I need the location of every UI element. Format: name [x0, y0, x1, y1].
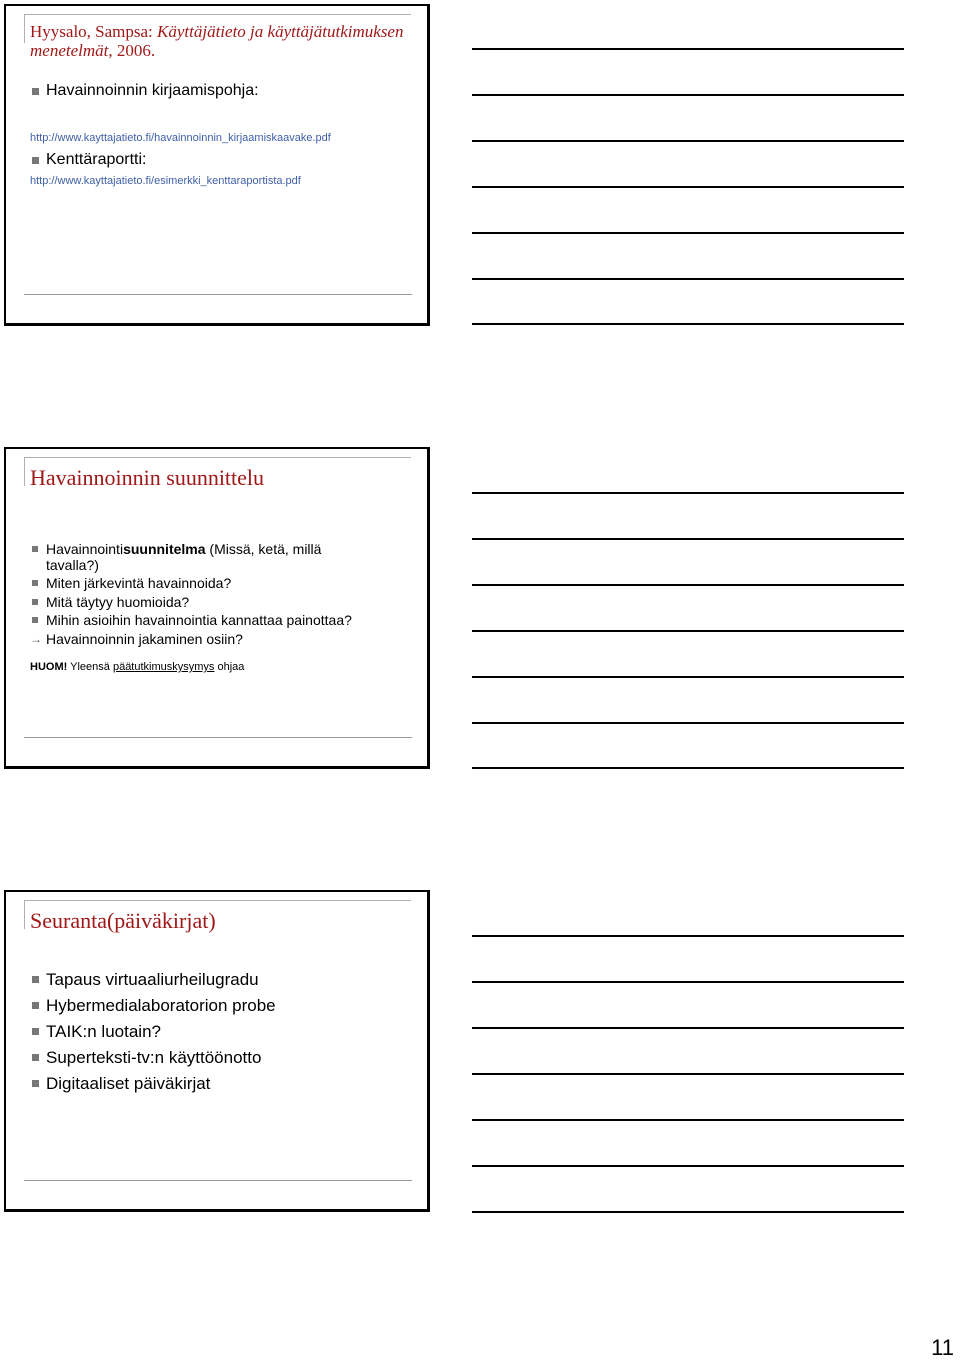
list-item: Mihin asioihin havainnointia kannattaa painottaa?: [46, 612, 352, 628]
square-bullet-icon: [32, 1080, 39, 1087]
note-line: [472, 186, 904, 188]
note-line: [472, 722, 904, 724]
slide-title: Havainnoinnin suunnittelu: [30, 465, 265, 490]
list-item: Superteksti-tv:n käyttöönotto: [46, 1048, 261, 1068]
slide-1: [4, 4, 430, 326]
note-line: [472, 584, 904, 586]
note-line: [472, 1165, 904, 1167]
note-line: [472, 935, 904, 937]
note-line: [472, 1119, 904, 1121]
link-url[interactable]: http://www.kayttajatieto.fi/esimerkki_kenttaraportista.pdf: [30, 175, 301, 187]
square-bullet-icon: [32, 88, 39, 95]
note-line: [472, 981, 904, 983]
note-line: [472, 630, 904, 632]
note-line: [472, 140, 904, 142]
slide-2: [4, 447, 430, 769]
list-item: Hybermedialaboratorion probe: [46, 996, 276, 1016]
square-bullet-icon: [32, 157, 39, 164]
square-bullet-icon: [32, 546, 38, 552]
note-line: [472, 48, 904, 50]
slide-title: Seuranta(päiväkirjat): [30, 908, 216, 933]
list-item: Tapaus virtuaaliurheilugradu: [46, 970, 259, 990]
note-line: [472, 767, 904, 769]
citation-title: Käyttäjätieto ja käyttäjätutkimuksen menetelmät: [30, 22, 404, 60]
note-line: [472, 676, 904, 678]
note-line: [472, 323, 904, 325]
square-bullet-icon: [32, 599, 38, 605]
square-bullet-icon: [32, 1028, 39, 1035]
list-item: Mitä täytyy huomioida?: [46, 594, 189, 610]
note: HUOM! Yleensä päätutkimuskysymys ohjaa: [30, 661, 245, 673]
note-line: [472, 538, 904, 540]
note-line: [472, 1073, 904, 1075]
square-bullet-icon: [32, 1002, 39, 1009]
citation-author: Hyysalo, Sampsa:: [30, 22, 158, 41]
square-bullet-icon: [32, 1054, 39, 1061]
list-item: → Havainnoinnin jakaminen osiin?: [30, 631, 243, 647]
list-item: Digitaaliset päiväkirjat: [46, 1074, 210, 1094]
list-item: Kenttäraportti:: [46, 151, 147, 169]
page-number: 11: [931, 1335, 954, 1360]
citation: [30, 22, 410, 60]
list-item: Havainnointisuunnitelma (Missä, ketä, millä tavalla?): [46, 541, 321, 573]
link-url[interactable]: http://www.kayttajatieto.fi/havainnoinnin_kirjaamiskaavake.pdf: [30, 132, 331, 144]
square-bullet-icon: [32, 580, 38, 586]
square-bullet-icon: [32, 976, 39, 983]
note-line: [472, 492, 904, 494]
footer-rule: [24, 294, 412, 295]
list-item: TAIK:n luotain?: [46, 1022, 161, 1042]
arrow-bullet-icon: →: [30, 632, 42, 646]
list-item: Havainnoinnin kirjaamispohja:: [46, 82, 259, 100]
note-line: [472, 278, 904, 280]
note-line: [472, 1211, 904, 1213]
footer-rule: [24, 737, 412, 738]
citation-year: , 2006.: [108, 41, 156, 60]
footer-rule: [24, 1180, 412, 1181]
list-item: Miten järkevintä havainnoida?: [46, 575, 231, 591]
slide-3: [4, 890, 430, 1212]
note-line: [472, 1027, 904, 1029]
note-line: [472, 232, 904, 234]
note-line: [472, 94, 904, 96]
square-bullet-icon: [32, 617, 38, 623]
